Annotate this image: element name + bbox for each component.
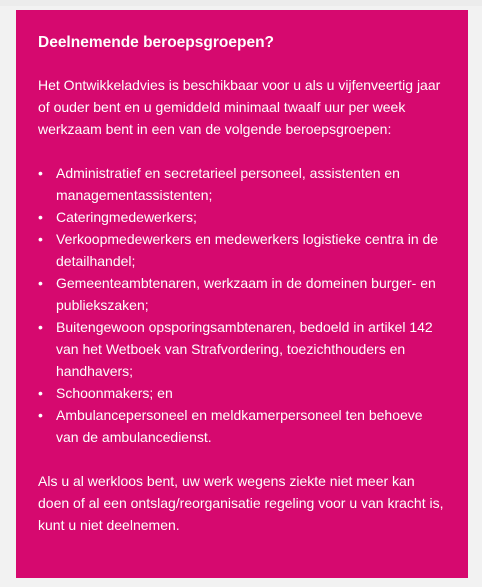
- outro-paragraph: Als u al werkloos bent, uw werk wegens ziekte niet meer kan doen of al een ontslag/reorganisatie regeling voor u van kracht is, kunt u niet deelnemen.: [38, 473, 444, 533]
- bullet: •: [38, 165, 43, 181]
- list-item: [38, 228, 448, 272]
- list-item-text: Cateringmedewerkers;: [56, 209, 197, 225]
- bullet: •: [38, 319, 43, 335]
- bullet: •: [38, 231, 43, 247]
- top-strip: [0, 0, 482, 6]
- occupation-list: [38, 162, 448, 448]
- list-item-text: Administratief en secretarieel personeel, assistenten en managementassistenten;: [56, 165, 400, 203]
- list-item-text: Gemeenteambtenaren, werkzaam in de domeinen burger- en publiekszaken;: [56, 275, 436, 313]
- list-item: [38, 206, 448, 228]
- list-item: [38, 404, 448, 448]
- bullet: •: [38, 407, 43, 423]
- list-item: [38, 162, 448, 206]
- bullet: •: [38, 275, 43, 291]
- card-title: Deelnemende beroepsgroepen?: [38, 34, 275, 51]
- list-item-text: Verkoopmedewerkers en medewerkers logistieke centra in de detailhandel;: [56, 231, 439, 269]
- list-item: [38, 382, 448, 404]
- bullet: •: [38, 385, 43, 401]
- list-item-text: Schoonmakers; en: [56, 385, 173, 401]
- list-item-text: Buitengewoon opsporingsambtenaren, bedoeld in artikel 142 van het Wetboek van Strafvordering, toezichthouders en handhavers;: [56, 319, 433, 379]
- list-item: [38, 272, 448, 316]
- bullet: •: [38, 209, 43, 225]
- list-item-text: Ambulancepersoneel en meldkamerpersoneel ten behoeve van de ambulancedienst.: [56, 407, 423, 445]
- info-card: [16, 10, 468, 578]
- list-item: [38, 316, 448, 382]
- intro-paragraph: Het Ontwikkeladvies is beschikbaar voor u als u vijfenveertig jaar of ouder bent en u gemiddeld minimaal twaalf uur per week werkzaam bent in een van de volgende beroepsgroepen:: [38, 77, 441, 137]
